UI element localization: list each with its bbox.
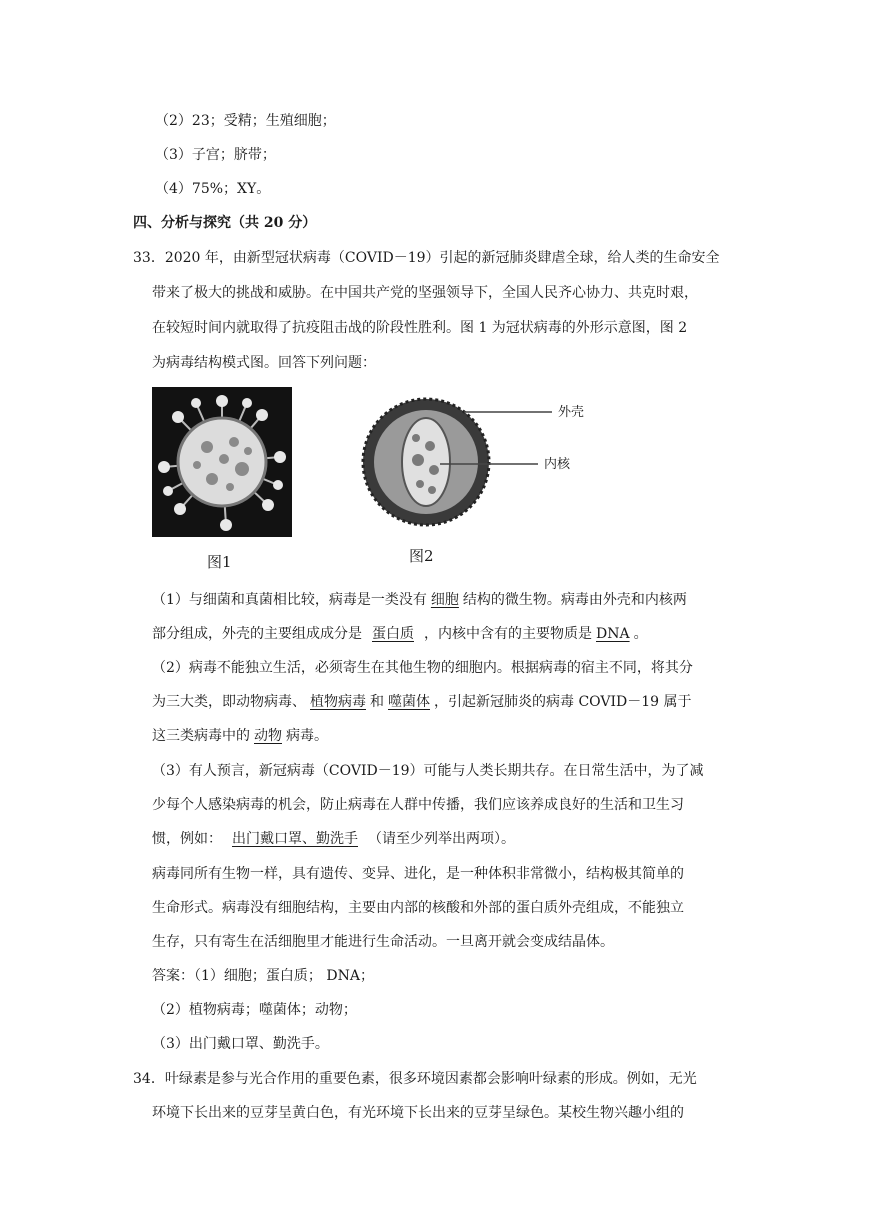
answer-blank: 蛋白质 bbox=[372, 626, 414, 642]
question-text: 部分组成，外壳的主要组成成分是 bbox=[152, 626, 362, 642]
figure-2-caption: 图2 bbox=[409, 547, 434, 565]
answer-blank: DNA bbox=[596, 626, 630, 642]
answer-blank: 植物病毒 bbox=[310, 694, 366, 710]
figure-1-caption: 图1 bbox=[207, 553, 232, 571]
question-text: 这三类病毒中的 bbox=[152, 728, 250, 744]
answer-blank: 出门戴口罩、勤洗手 bbox=[232, 831, 358, 847]
question-text: 34．叶绿素是参与光合作用的重要色素，很多环境因素都会影响叶绿素的形成。例如，无光 bbox=[133, 1071, 697, 1087]
question-text: 少每个人感染病毒的机会，防止病毒在人群中传播，我们应该养成良好的生活和卫生习 bbox=[152, 797, 684, 813]
sub-question-1 bbox=[152, 590, 687, 610]
question-text: 33．2020 年，由新型冠状病毒（COVID－19）引起的新冠肺炎肆虐全球，给人类的生命安全 bbox=[133, 250, 720, 266]
question-text: 惯，例如： bbox=[152, 831, 222, 847]
answer-line: （3）子宫；脐带； bbox=[155, 147, 276, 163]
answer-blank: 动物 bbox=[254, 728, 282, 744]
question-text: （3）有人预言，新冠病毒（COVID－19）可能与人类长期共存。在日常生活中，为了减 bbox=[152, 763, 704, 779]
answer-line: （3）出门戴口罩、勤洗手。 bbox=[152, 1036, 329, 1052]
section-heading: 四、分析与探究（共 20 分） bbox=[133, 215, 317, 231]
question-text: 。 bbox=[633, 626, 648, 642]
answer-line: 答案：（1）细胞；蛋白质； DNA； bbox=[152, 968, 374, 984]
analysis-text: 生存，只有寄生在活细胞里才能进行生命活动。一旦离开就会变成结晶体。 bbox=[152, 934, 614, 950]
question-text: 带来了极大的挑战和威胁。在中国共产党的坚强领导下，全国人民齐心协力、共克时艰， bbox=[152, 285, 698, 301]
question-text: 在较短时间内就取得了抗疫阻击战的阶段性胜利。图 1 为冠状病毒的外形示意图，图 2 bbox=[152, 320, 688, 336]
question-text: （2）病毒不能独立生活，必须寄生在其他生物的细胞内。根据病毒的宿主不同，将其分 bbox=[152, 660, 693, 676]
sub-question-3 bbox=[152, 829, 515, 849]
answer-blank: 细胞 bbox=[430, 592, 459, 608]
coronavirus-figure bbox=[152, 387, 292, 537]
answer-line: （2）23；受精；生殖细胞； bbox=[155, 113, 336, 129]
question-text: 病毒。 bbox=[286, 728, 328, 744]
question-text: （请至少列举出两项）。 bbox=[368, 831, 515, 847]
question-text: ，内核中含有的主要物质是 bbox=[424, 626, 592, 642]
question-text: ，引起新冠肺炎的病毒 COVID－19 属于 bbox=[434, 694, 692, 710]
analysis-text: 病毒同所有生物一样，具有遗传、变异、进化，是一种体积非常微小，结构极其简单的 bbox=[152, 866, 684, 882]
sub-question-1 bbox=[152, 624, 648, 644]
question-text: 为三大类，即动物病毒、 bbox=[152, 694, 306, 710]
question-text: 为病毒结构模式图。回答下列问题： bbox=[152, 355, 376, 371]
question-text: 和 bbox=[370, 694, 384, 710]
question-text: 环境下长出来的豆芽呈黄白色，有光环境下长出来的豆芽呈绿色。某校生物兴趣小组的 bbox=[152, 1105, 684, 1121]
outer-shell-label: 外壳 bbox=[558, 405, 585, 420]
answer-line: （2）植物病毒；噬菌体；动物； bbox=[152, 1002, 357, 1018]
analysis-text: 生命形式。病毒没有细胞结构，主要由内部的核酸和外部的蛋白质外壳组成，不能独立 bbox=[152, 900, 684, 916]
question-text: 结构的微生物。病毒由外壳和内核两 bbox=[462, 592, 687, 608]
sub-question-2 bbox=[152, 692, 692, 712]
inner-core-label: 内核 bbox=[544, 457, 571, 472]
answer-blank: 噬菌体 bbox=[388, 694, 430, 710]
answer-line: （4）75%；XY。 bbox=[155, 181, 271, 197]
question-text: （1）与细菌和真菌相比较，病毒是一类没有 bbox=[152, 592, 427, 608]
sub-question-2 bbox=[152, 726, 328, 746]
